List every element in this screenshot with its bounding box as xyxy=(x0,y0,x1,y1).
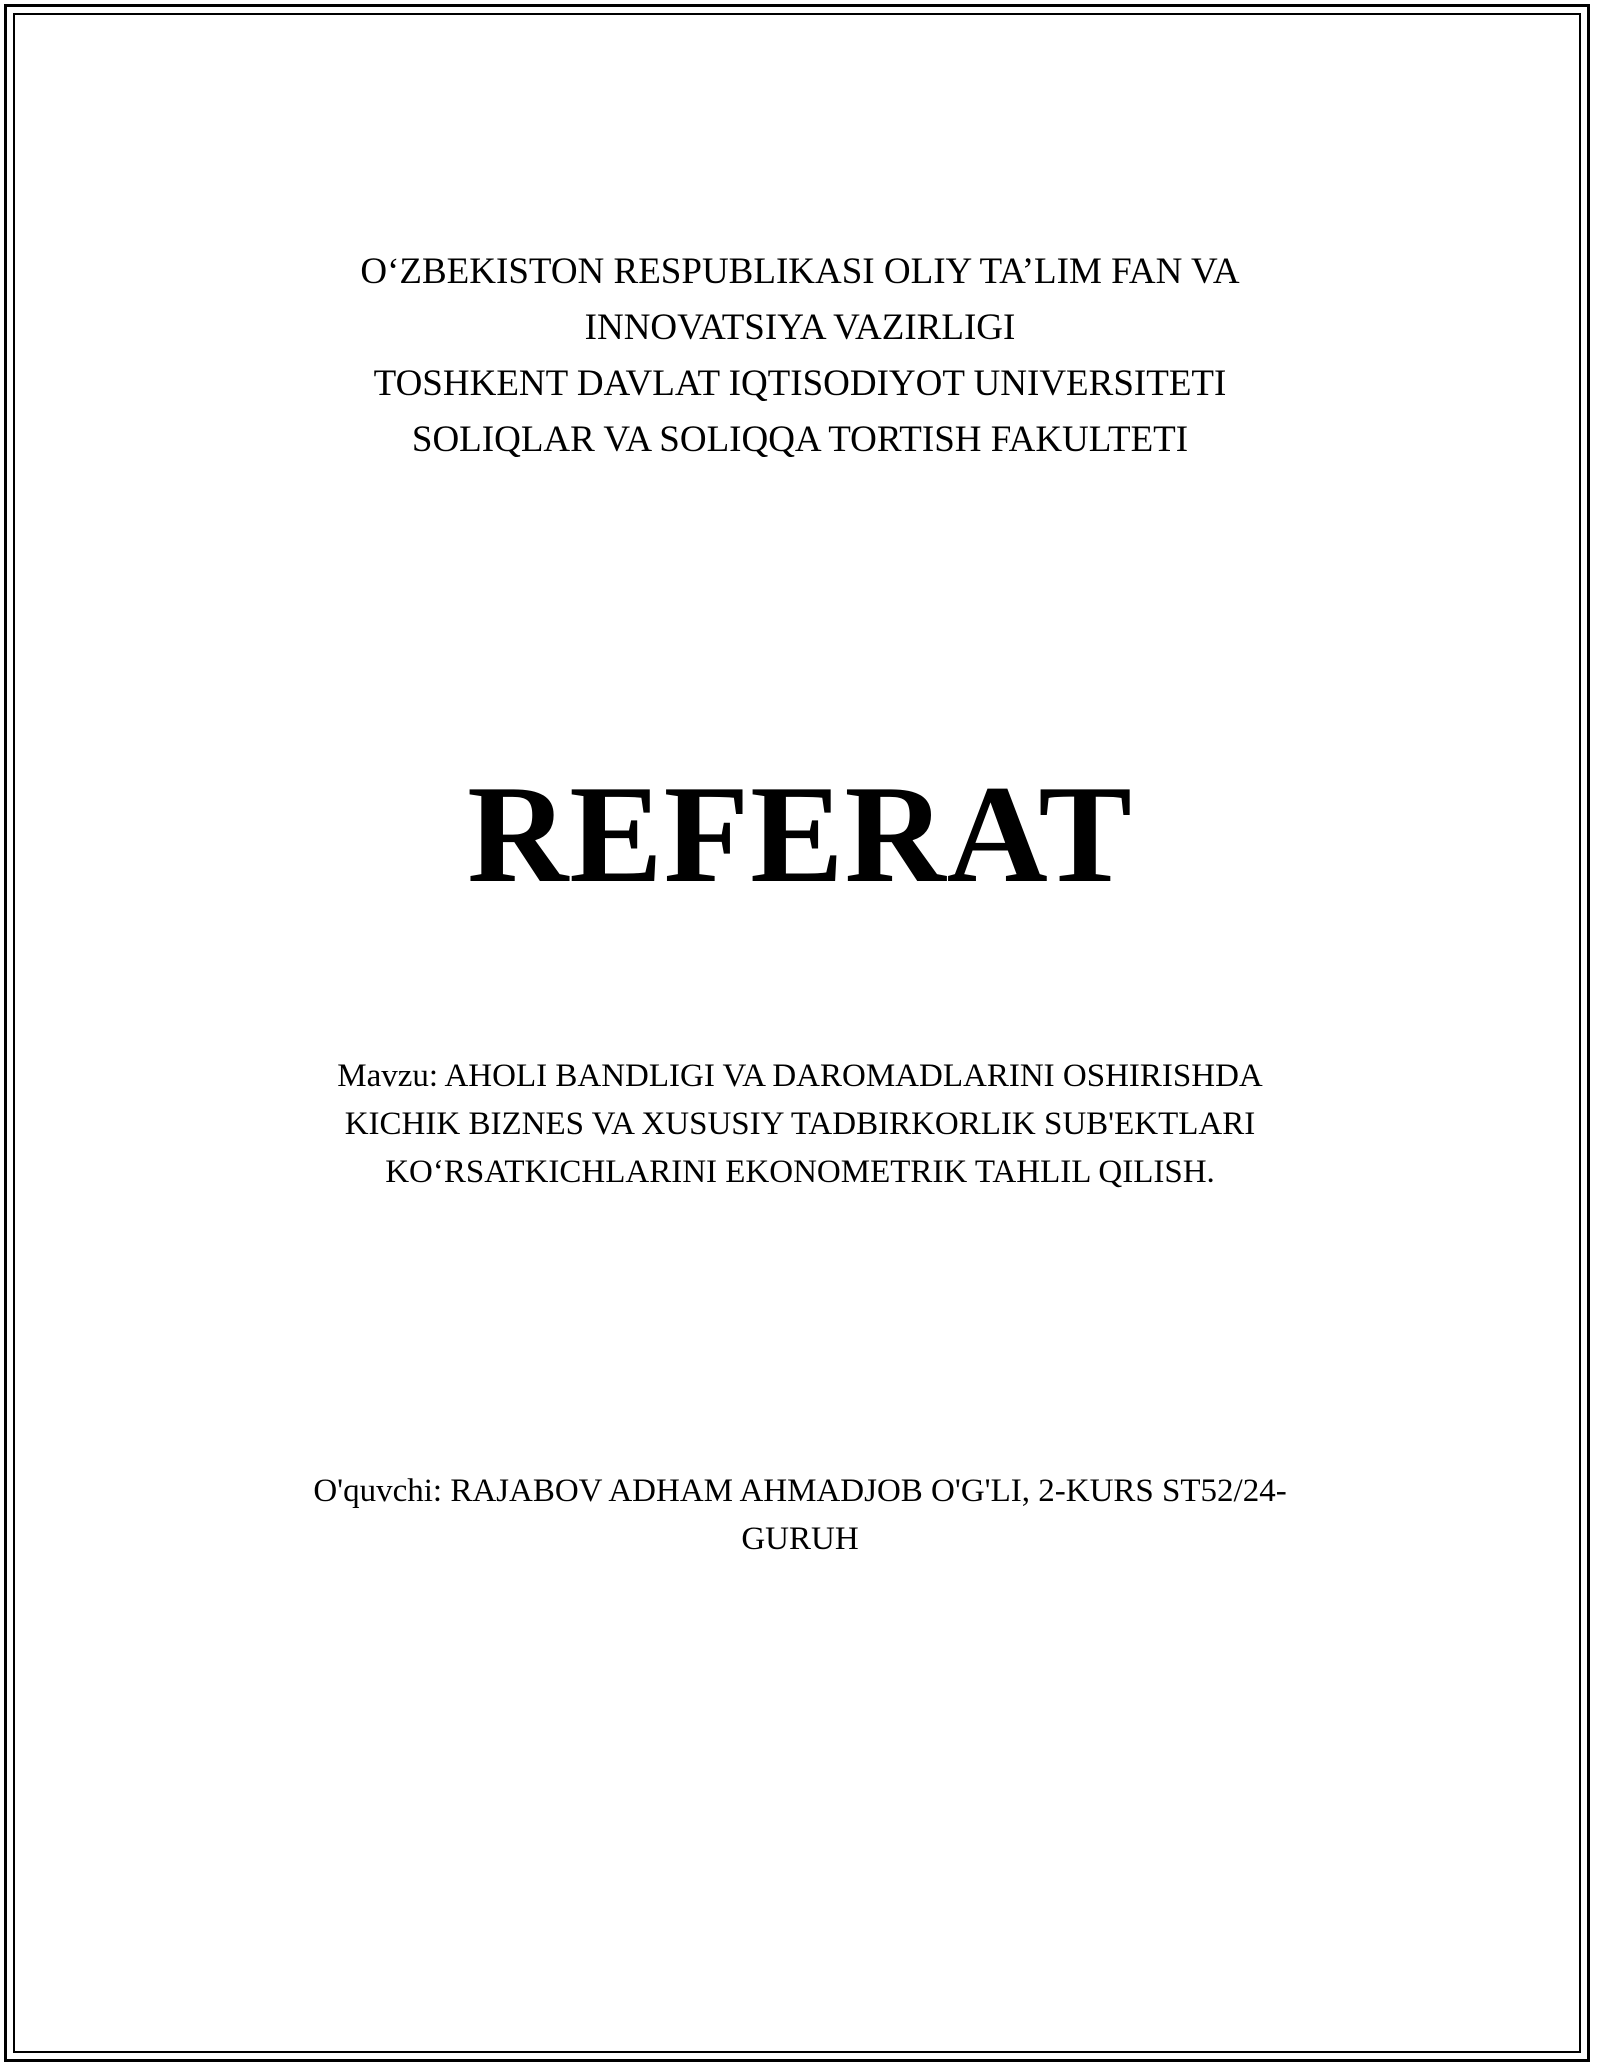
topic-line-3: KO‘RSATKICHLARINI EKONOMETRIK TAHLIL QILISH. xyxy=(385,1154,1215,1190)
topic-line-2: KICHIK BIZNES VA XUSUSIY TADBIRKORLIK SUB'EKTLARI xyxy=(344,1106,1256,1142)
topic-block xyxy=(200,1052,1400,1196)
student-block xyxy=(200,1467,1400,1563)
topic-line-1: Mavzu: AHOLI BANDLIGI VA DAROMADLARINI OSHIRISHDA xyxy=(337,1058,1263,1094)
header-line-ministry-2: INNOVATSIYA VAZIRLIGI xyxy=(584,307,1016,348)
header-line-faculty: SOLIQLAR VA SOLIQQA TORTISH FAKULTETI xyxy=(411,419,1189,460)
student-line-2: GURUH xyxy=(741,1521,859,1557)
header-line-university: TOSHKENT DAVLAT IQTISODIYOT UNIVERSITETI xyxy=(373,363,1227,404)
document-title: REFERAT xyxy=(467,757,1133,912)
header-line-ministry-1: O‘ZBEKISTON RESPUBLIKASI OLIY TA’LIM FAN VA xyxy=(360,251,1240,292)
student-line-1: O'quvchi: RAJABOV ADHAM AHMADJOB O'G'LI, 2-KURS ST52/24- xyxy=(313,1473,1287,1509)
institution-header xyxy=(200,244,1400,468)
